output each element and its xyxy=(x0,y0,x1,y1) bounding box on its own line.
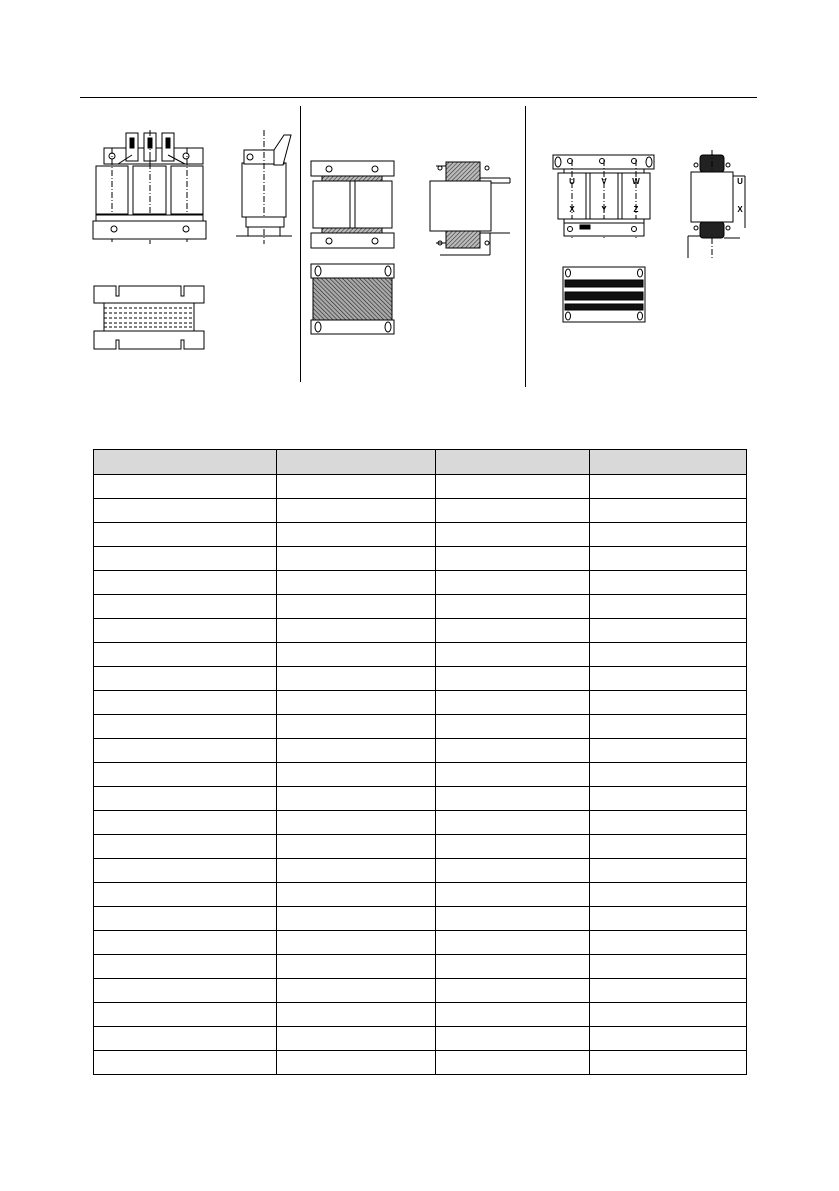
table-cell xyxy=(590,835,747,859)
table-cell xyxy=(277,1003,436,1027)
table-cell xyxy=(436,523,590,547)
table-header-row xyxy=(94,450,747,475)
column-header-2 xyxy=(277,450,436,475)
table-cell xyxy=(436,931,590,955)
table-cell xyxy=(94,667,277,691)
column-header-4 xyxy=(590,450,747,475)
table-row xyxy=(94,835,747,859)
table-cell xyxy=(590,523,747,547)
table-cell xyxy=(277,691,436,715)
table-row xyxy=(94,691,747,715)
table-cell xyxy=(590,715,747,739)
table-row xyxy=(94,931,747,955)
table-cell xyxy=(94,1003,277,1027)
table-cell xyxy=(277,835,436,859)
table-cell xyxy=(590,499,747,523)
table-cell xyxy=(277,787,436,811)
table-cell xyxy=(277,715,436,739)
table-cell xyxy=(436,811,590,835)
table-row xyxy=(94,883,747,907)
terminal-label-v: V xyxy=(601,177,607,186)
table-cell xyxy=(94,595,277,619)
table-cell xyxy=(94,715,277,739)
table-row xyxy=(94,595,747,619)
table-cell xyxy=(590,643,747,667)
table-row xyxy=(94,499,747,523)
terminal-label-y: Y xyxy=(601,205,607,214)
terminal-label-u: U xyxy=(569,177,575,186)
table-body xyxy=(94,475,747,1075)
table-row xyxy=(94,523,747,547)
table-cell xyxy=(94,547,277,571)
table-cell xyxy=(277,955,436,979)
table-cell xyxy=(590,1003,747,1027)
table-cell xyxy=(94,907,277,931)
reactor-outline-drawings xyxy=(0,0,839,400)
table-row xyxy=(94,1051,747,1075)
table-cell xyxy=(94,739,277,763)
table-cell xyxy=(590,667,747,691)
table-cell xyxy=(436,979,590,1003)
table-cell xyxy=(436,883,590,907)
front-view-drawing-c xyxy=(553,155,654,238)
front-view-drawing-b xyxy=(311,161,394,248)
table-cell xyxy=(436,835,590,859)
side-view-drawing-b xyxy=(430,162,510,255)
table-cell xyxy=(277,547,436,571)
table-cell xyxy=(94,1051,277,1075)
table-cell xyxy=(277,763,436,787)
table-row xyxy=(94,787,747,811)
table-cell xyxy=(436,571,590,595)
table-cell xyxy=(277,595,436,619)
top-view-drawing-c xyxy=(563,267,645,322)
table-row xyxy=(94,715,747,739)
table-row xyxy=(94,643,747,667)
table-row xyxy=(94,547,747,571)
table-cell xyxy=(590,595,747,619)
table-cell xyxy=(436,739,590,763)
table-row xyxy=(94,979,747,1003)
terminal-label-x: X xyxy=(569,205,575,214)
table-cell xyxy=(436,667,590,691)
table-cell xyxy=(277,667,436,691)
table-cell xyxy=(436,715,590,739)
table-cell xyxy=(590,907,747,931)
front-view-drawing-a xyxy=(93,130,206,244)
table-cell xyxy=(590,1051,747,1075)
table-row xyxy=(94,619,747,643)
terminal-label-w: W xyxy=(632,177,640,186)
table-cell xyxy=(277,523,436,547)
table-cell xyxy=(94,571,277,595)
spec-table xyxy=(93,449,747,1075)
table-row xyxy=(94,571,747,595)
table-cell xyxy=(277,979,436,1003)
table-cell xyxy=(94,955,277,979)
table-cell xyxy=(590,619,747,643)
terminal-label-side-x: X xyxy=(737,205,743,214)
table-cell xyxy=(436,859,590,883)
top-view-drawing-b xyxy=(311,264,394,334)
table-cell xyxy=(590,859,747,883)
table-cell xyxy=(94,859,277,883)
table-row xyxy=(94,859,747,883)
table-row xyxy=(94,811,747,835)
table-cell xyxy=(94,835,277,859)
table-cell xyxy=(94,523,277,547)
table-cell xyxy=(436,475,590,499)
side-view-drawing-c xyxy=(688,150,745,258)
table-row xyxy=(94,763,747,787)
terminal-letters-side xyxy=(737,177,743,214)
table-cell xyxy=(436,643,590,667)
table-cell xyxy=(94,1027,277,1051)
table-cell xyxy=(94,883,277,907)
table-cell xyxy=(436,907,590,931)
table-cell xyxy=(94,691,277,715)
table-cell xyxy=(436,691,590,715)
table-cell xyxy=(94,499,277,523)
table-cell xyxy=(590,475,747,499)
table-cell xyxy=(436,955,590,979)
side-view-drawing-a xyxy=(236,130,292,244)
table-cell xyxy=(590,811,747,835)
terminal-label-side-u: U xyxy=(737,177,743,186)
table-cell xyxy=(94,763,277,787)
top-view-drawing-a xyxy=(94,286,204,349)
table-row xyxy=(94,1003,747,1027)
table-cell xyxy=(277,643,436,667)
table-row xyxy=(94,475,747,499)
table-cell xyxy=(277,475,436,499)
table-cell xyxy=(590,931,747,955)
table-cell xyxy=(590,1027,747,1051)
table-cell xyxy=(94,979,277,1003)
table-cell xyxy=(436,619,590,643)
table-cell xyxy=(590,739,747,763)
table-cell xyxy=(590,955,747,979)
table-cell xyxy=(277,811,436,835)
table-cell xyxy=(94,811,277,835)
table-cell xyxy=(436,1003,590,1027)
table-cell xyxy=(94,931,277,955)
column-header-3 xyxy=(436,450,590,475)
table-row xyxy=(94,667,747,691)
table-cell xyxy=(277,499,436,523)
table-cell xyxy=(277,931,436,955)
table-cell xyxy=(277,739,436,763)
table-cell xyxy=(436,595,590,619)
table-cell xyxy=(590,571,747,595)
table-cell xyxy=(94,475,277,499)
table-cell xyxy=(277,571,436,595)
table-cell xyxy=(436,1027,590,1051)
column-header-1 xyxy=(94,450,277,475)
table-cell xyxy=(277,907,436,931)
terminal-label-z: Z xyxy=(633,205,639,214)
table-cell xyxy=(277,1027,436,1051)
table-cell xyxy=(277,883,436,907)
table-row xyxy=(94,955,747,979)
table-row xyxy=(94,739,747,763)
table-cell xyxy=(590,763,747,787)
table-cell xyxy=(436,499,590,523)
table-cell xyxy=(94,643,277,667)
table-cell xyxy=(590,979,747,1003)
table-row xyxy=(94,1027,747,1051)
table-cell xyxy=(436,1051,590,1075)
table-cell xyxy=(436,787,590,811)
table-cell xyxy=(277,1051,436,1075)
table-cell xyxy=(94,619,277,643)
table-cell xyxy=(436,547,590,571)
table-cell xyxy=(436,763,590,787)
table-cell xyxy=(277,619,436,643)
table-cell xyxy=(590,787,747,811)
table-cell xyxy=(277,859,436,883)
table-cell xyxy=(94,787,277,811)
table-cell xyxy=(590,883,747,907)
table-cell xyxy=(590,691,747,715)
table-row xyxy=(94,907,747,931)
table-cell xyxy=(590,547,747,571)
